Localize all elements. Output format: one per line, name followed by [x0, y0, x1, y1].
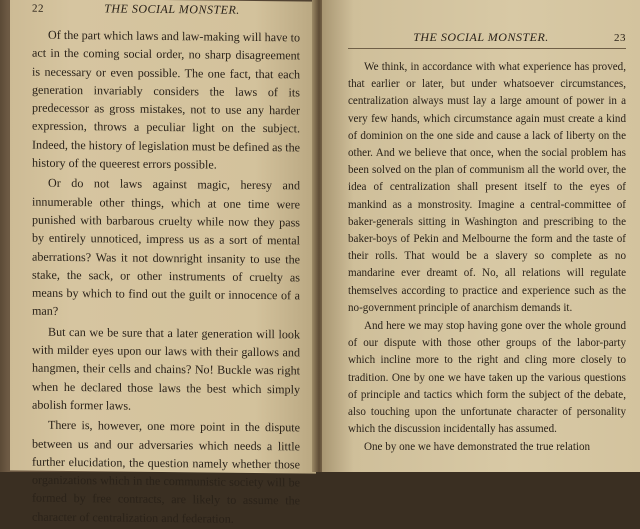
right-page [322, 0, 640, 472]
left-paragraph: There is, however, one more point in the dispute between us and our adversaries which needs a little further elucidation, the question namely whether those organizations which in the communistic society will be formed by free contracts, are likely to assume the character of centralization and federation. [32, 418, 300, 526]
right-page-number: 23 [614, 32, 626, 44]
right-running-head [348, 30, 626, 49]
left-paragraph: Of the part which laws and law-making will have to act in the coming social order, no sharp disagreement is necessary or even possible. The one fact, that each generation invariably considers the laws of its predecessor as gross mistakes, not to use any harder expression, throws a peculiar light on the subject. Indeed, the history of legislation must be defined as the history of the queerest errors possible. [32, 27, 301, 172]
right-page-text [348, 59, 626, 457]
right-paragraph: One by one we have demonstrated the true relation [364, 441, 591, 454]
left-page-text [32, 26, 300, 529]
right-paragraph: We think, in accordance with what experience has proved, that earlier or later, but under whatsoever circumstances, centralization always must lay a large amount of power in a very few hands, which circumstance again must create a kind of dominion on the one side and cause a lack of liberty on the other. And we believe that once, when the social problem has been solved on the plan of communism all the world over, the idea of centralization shall present itself to the eyes of mankind as a monstrosity. Imagine a central-committee of baker-generals sitting in Washington and prescribing to the baker-boys of Pekin and Melbourne the form and the taste of their rolls. That would be a slavery so complete as no mandarine ever dreamt of. No, all relations will regulate themselves according to practice and experience such as the no-government principle of anarchism demands it. [348, 61, 626, 314]
left-running-head [32, 1, 300, 29]
left-page-number: 22 [32, 2, 44, 15]
left-paragraph: Or do not laws against magic, heresy and innumerable other things, which at one time were punished with barbarous cruelty while now they pass by entirely unnoticed, impress us as a sort of mental aberrations? Was it not downright insanity to use the stake, the sack, or other instruments of cruelty as means by which to find out the guilt or innocence of a man? [32, 176, 300, 319]
right-running-title: THE SOCIAL MONSTER. [413, 30, 549, 44]
right-paragraph: And here we may stop having gone over the whole ground of our dispute with those other groups of the labor-party which incline more to the right and cling more closely to tradition. One by one we have taken up the various questions of principle and tactics which form the subject of the debate, also touching upon the unfortunate character of personality which the discussion incidentally has assumed. [348, 320, 626, 436]
left-paragraph: But can we be sure that a later generation will look with milder eyes upon our laws with their gallows and hangmen, their cells and chains? No! Buckle was right when he declared those laws the best which simply abolish former laws. [32, 324, 300, 413]
left-running-title: THE SOCIAL MONSTER. [104, 1, 240, 17]
left-page [10, 0, 316, 526]
